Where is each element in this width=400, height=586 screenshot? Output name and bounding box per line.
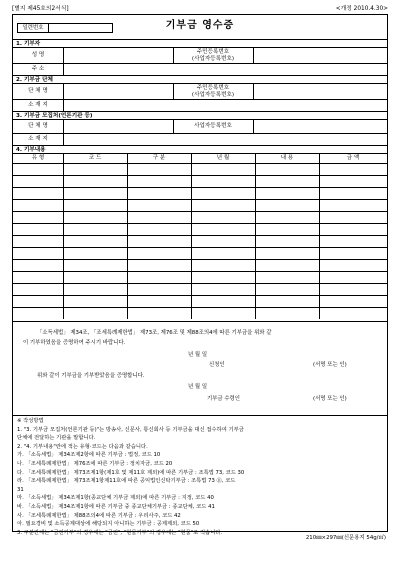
details-cell[interactable] [127,296,191,307]
instruction-line: 나. 「조세특례제한법」 제76조에 따른 기부금 : 정치자금, 코드 20 [17,460,173,467]
instruction-line: 다. 「조세특례제한법」 제73조제1항(제1호 및 제11호 제외)에 따른 기부금 : 조특법 73, 코드 30 [17,469,245,476]
details-cell[interactable] [127,236,191,247]
instructions-block [13,415,387,536]
details-cell[interactable] [255,176,319,187]
details-cell[interactable] [13,284,63,295]
col-date-header: 년 월 [216,155,230,162]
details-cell[interactable] [13,212,63,223]
title-row [13,15,387,39]
details-cell[interactable] [63,212,127,223]
rrn-label: 주민등록번호 (사업자등록번호) [191,48,235,62]
details-cell[interactable] [191,176,255,187]
details-cell[interactable] [191,248,255,259]
details-cell[interactable] [319,176,387,187]
details-cell[interactable] [191,296,255,307]
org-location-row [13,99,387,111]
details-cell[interactable] [127,284,191,295]
col-amount-header: 금 액 [346,155,360,162]
details-cell[interactable] [255,224,319,235]
details-cell[interactable] [319,284,387,295]
details-cell[interactable] [255,272,319,283]
certify-text-1: 「소득세법」 제34조, 「조세특례제한법」 제73조, 제76조 및 제88조의4에 따른 기부금을 위와 같 [37,330,272,336]
details-cell[interactable] [127,224,191,235]
org-rrn-field[interactable] [253,84,387,99]
details-cell[interactable] [191,272,255,283]
details-cell[interactable] [255,200,319,211]
details-row [13,187,387,199]
agency-location-label: 소 재 지 [28,136,48,143]
details-row [13,247,387,259]
instruction-line: 단체에 전달하는 기관을 말합니다. [17,435,96,442]
agency-name-row [13,119,387,133]
details-cell[interactable] [191,200,255,211]
details-cell[interactable] [127,176,191,187]
instruction-line: ※ 작성방법 [17,418,44,424]
details-cell[interactable] [13,248,63,259]
details-cell[interactable] [319,200,387,211]
details-cell[interactable] [63,272,127,283]
details-cell[interactable] [63,164,127,175]
details-row [13,307,387,319]
details-cell[interactable] [319,212,387,223]
details-cell[interactable] [13,272,63,283]
org-name-label: 단 체 명 [28,88,48,95]
details-cell[interactable] [63,236,127,247]
details-cell[interactable] [13,308,63,319]
instruction-line: 아. 필요경비 및 소득공제대상에 해당되지 아니하는 기부금 : 공제제외, 코드 50 [17,521,200,528]
details-cell[interactable] [255,296,319,307]
certify-text-3: 위와 같이 기부금을 기부받았음을 증명합니다. [37,373,145,379]
details-cell[interactable] [191,164,255,175]
col-content-header: 내 용 [280,155,294,162]
donation-receipt-form [12,14,388,536]
agency-brn-label: 사업자등록번호 [194,123,232,130]
details-cell[interactable] [255,164,319,175]
applicant-sign[interactable]: (서명 또는 인) [313,362,347,368]
details-row [13,295,387,307]
details-cell[interactable] [127,272,191,283]
details-cell[interactable] [255,188,319,199]
instruction-line: 2. "4. 기부내용"란에 적는 유형·코드는 다음과 같습니다. [17,443,148,450]
section-org: 2. 기부금 단체 [13,75,387,83]
details-cell[interactable] [319,296,387,307]
donor-address-field[interactable] [63,64,387,75]
address-label: 주 소 [31,66,45,73]
section-agency: 3. 기부금 모집처(언론기관 등) [13,111,387,119]
receiver-sign[interactable]: (서명 또는 인) [313,396,347,402]
details-cell[interactable] [63,284,127,295]
details-row [13,235,387,247]
certify-date-1: 년 월 일 [188,352,208,358]
details-cell[interactable] [63,260,127,271]
details-cell[interactable] [255,212,319,223]
agency-name-field[interactable] [63,120,173,133]
details-cell[interactable] [13,164,63,175]
details-cell[interactable] [255,260,319,271]
instruction-line: 마. 「소득세법」 제34조제1항(종교단체 기부금 제외)에 따른 기부금 : 지정, 코드 40 [17,495,214,502]
details-cell[interactable] [191,284,255,295]
details-cell[interactable] [13,200,63,211]
org-name-field[interactable] [63,84,173,99]
details-header-row [13,153,387,163]
col-code-header: 코 드 [88,155,102,162]
instruction-line: 가. 「소득세법」 제34조제2항에 따른 기부금 : 법정, 코드 10 [17,452,161,459]
details-cell[interactable] [319,248,387,259]
agency-name-label: 단 체 명 [28,123,48,130]
serial-number-label: 일련번호 [18,24,49,32]
instruction-line: 3. 구분란에는 "금전기부"의 경우에는 "금전", "현물기부"의 경우에는 "현물"로 적습니다. [17,529,223,536]
details-cell[interactable] [127,200,191,211]
col-type-header: 유 형 [31,155,45,162]
certify-date-2: 년 월 일 [188,384,208,390]
section-donor: 1. 기부자 [13,39,387,47]
details-cell[interactable] [319,164,387,175]
details-cell[interactable] [127,308,191,319]
details-cell[interactable] [13,224,63,235]
donor-rrn-field[interactable] [253,48,387,63]
details-cell[interactable] [191,188,255,199]
details-cell[interactable] [63,296,127,307]
details-cell[interactable] [255,308,319,319]
details-cell[interactable] [319,260,387,271]
agency-location-row [13,133,387,145]
agency-brn-field[interactable] [253,120,387,133]
org-location-label: 소 재 지 [28,102,48,109]
donor-name-row [13,47,387,63]
applicant-label: 신청인 [209,362,225,368]
instruction-line: 1. "3. 기부금 모집처(언론기관 등)"는 방송사, 신문사, 통신회사 등 기부금을 대신 접수하여 기부금 [17,426,244,433]
details-cell[interactable] [127,260,191,271]
details-cell[interactable] [127,212,191,223]
org-name-row [13,83,387,99]
details-cell[interactable] [63,248,127,259]
details-cell[interactable] [319,308,387,319]
form-title: 기부금 영수증 [165,20,235,31]
details-cell[interactable] [191,224,255,235]
form-number: [별지 제45호의2서식] [12,6,69,12]
receiver-label: 기부금 수령인 [207,396,240,402]
details-cell[interactable] [63,176,127,187]
details-row [13,175,387,187]
details-cell[interactable] [127,248,191,259]
details-cell[interactable] [319,272,387,283]
agency-location-field[interactable] [63,134,387,145]
col-category-header: 구 분 [152,155,166,162]
details-row [13,211,387,223]
details-row [13,283,387,295]
details-cell[interactable] [255,236,319,247]
details-cell[interactable] [191,260,255,271]
details-cell[interactable] [319,224,387,235]
donor-name-field[interactable] [63,48,173,63]
section-details: 4. 기부내용 [13,145,387,153]
details-cell[interactable] [255,248,319,259]
details-cell[interactable] [13,296,63,307]
details-cell[interactable] [319,236,387,247]
instructions-list [17,417,383,537]
details-cell[interactable] [255,284,319,295]
details-row [13,259,387,271]
certification-block [13,321,387,415]
details-cell[interactable] [13,260,63,271]
details-cell[interactable] [319,188,387,199]
org-rrn-label: 주민등록번호 (사업자등록번호) [191,84,235,98]
details-cell[interactable] [127,164,191,175]
details-cell[interactable] [191,212,255,223]
details-row [13,199,387,211]
details-cell[interactable] [13,236,63,247]
certify-text-2: 이 기부하였음을 증명하여 주시기 바랍니다. [23,340,126,346]
instruction-line: 사. 「조세특례제한법」 제88조의4에 따른 기부금 : 우리사주, 코드 42 [17,512,181,519]
org-location-field[interactable] [63,100,387,111]
details-cell[interactable] [63,200,127,211]
details-row [13,163,387,175]
paper-spec: 210㎜×297㎜(신문용지 54g/㎡) [305,535,386,541]
name-label: 성 명 [31,52,45,59]
details-cell[interactable] [13,188,63,199]
details-row [13,271,387,283]
instruction-line: 31 [17,486,24,493]
details-cell[interactable] [191,308,255,319]
form-header [12,6,388,13]
details-cell[interactable] [63,308,127,319]
instruction-line: 바. 「소득세법」 제34조제1항에 따른 기부금 중 종교단체기부금 : 종교단체, 코드 41 [17,503,215,510]
donor-address-row [13,63,387,75]
details-cell[interactable] [191,236,255,247]
details-cell[interactable] [63,224,127,235]
instruction-line: 라. 「조세특례제한법」 제73조제1항제11호에 따른 공익법인신탁기부금 : 조특법 73 ⑪, 코드 [17,478,236,485]
details-row [13,223,387,235]
revision-date: <개정 2010.4.30> [335,6,388,12]
details-cell[interactable] [63,188,127,199]
details-cell[interactable] [127,188,191,199]
details-cell[interactable] [13,176,63,187]
